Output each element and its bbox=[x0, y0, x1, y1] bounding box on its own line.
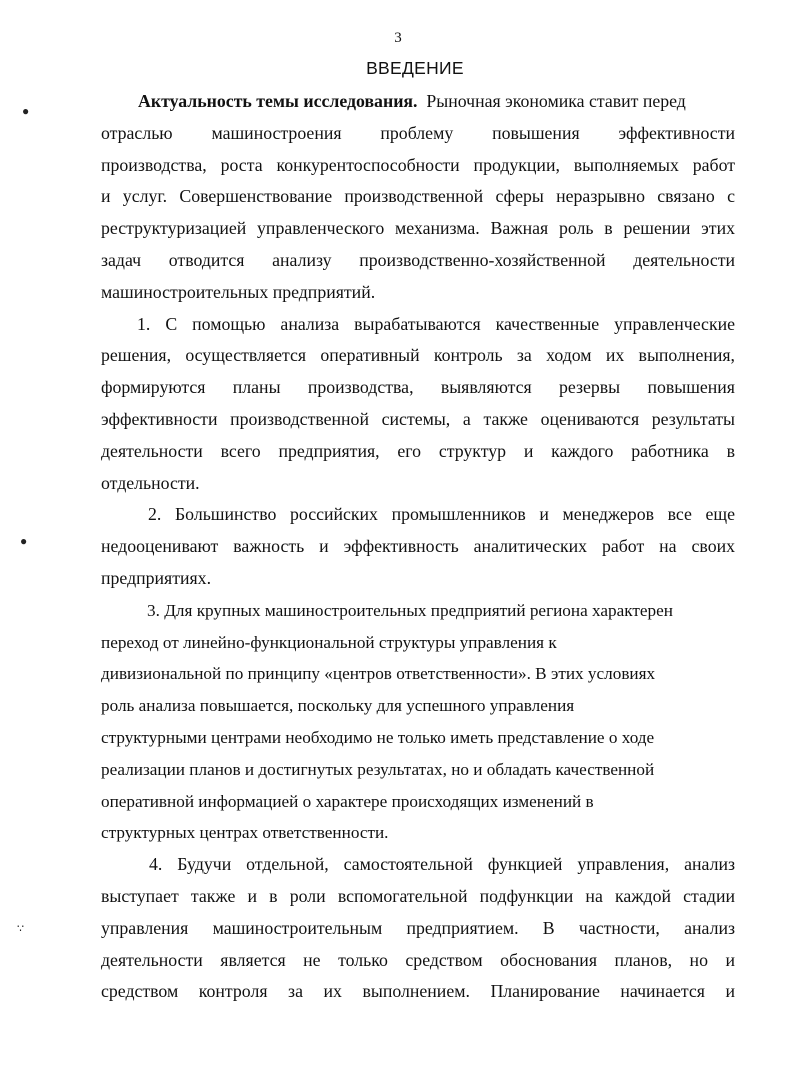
text-line: структурными центрами необходимо не только иметь представление о ходе bbox=[101, 727, 655, 747]
text-line: реализации планов и достигнутых результатах, но и обладать качественной bbox=[101, 759, 655, 779]
paragraph-4 bbox=[101, 849, 735, 1008]
text-line: решения, осуществляется оперативный контроль за ходом их выполнения, bbox=[101, 345, 735, 366]
text-line: 2. Большинство российских промышленников и менеджеров все еще bbox=[148, 504, 735, 525]
paragraph-intro bbox=[101, 86, 735, 309]
text-line: деятельности всего предприятия, его структур и каждого работника в bbox=[101, 440, 735, 461]
text-line: отдельности. bbox=[101, 472, 200, 493]
text-line: 3. Для крупных машиностроительных предприятий региона характерен bbox=[147, 600, 673, 620]
body-text bbox=[101, 86, 735, 1008]
text-line: 4. Будучи отдельной, самостоятельной функцией управления, анализ bbox=[149, 854, 735, 875]
lead-phrase: Актуальность темы исследования. bbox=[138, 91, 418, 111]
text-line: недооценивают важность и эффективность аналитических работ на своих bbox=[101, 536, 735, 557]
paragraph-2 bbox=[101, 499, 735, 594]
text-line: и услуг. Совершенствование производственной сферы неразрывно связано с bbox=[101, 186, 735, 207]
text-line: деятельности является не только средством обоснования планов, но и bbox=[101, 949, 735, 970]
text-line: дивизиональной по принципу «центров ответственности». В этих условиях bbox=[101, 664, 656, 684]
text-line: управления машиностроительным предприятием. В частности, анализ bbox=[101, 917, 735, 938]
text-line: структурных центрах ответственности. bbox=[101, 823, 389, 843]
text-line: переход от линейно-функциональной структуры управления к bbox=[101, 632, 557, 652]
text-line bbox=[101, 86, 735, 118]
text-line: формируются планы производства, выявляются резервы повышения bbox=[101, 377, 735, 398]
scan-mark-bottom: ∵ bbox=[17, 923, 24, 935]
text-line: производства, роста конкурентоспособности продукции, выполняемых работ bbox=[101, 154, 735, 175]
scan-mark-middle: ● bbox=[20, 534, 28, 548]
text-line: выступает также и в роли вспомогательной подфункции на каждой стадии bbox=[101, 885, 735, 906]
text-line: средством контроля за их выполнением. Планирование начинается и bbox=[101, 981, 735, 1002]
text-line: машиностроительных предприятий. bbox=[101, 281, 376, 302]
text-line: задач отводится анализу производственно-хозяйственной деятельности bbox=[101, 249, 735, 270]
text-line: роль анализа повышается, поскольку для успешного управления bbox=[101, 696, 575, 716]
text-line: предприятиях. bbox=[101, 567, 212, 588]
text-line: оперативной информацией о характере происходящих изменений в bbox=[101, 791, 594, 811]
section-title: ВВЕДЕНИЕ bbox=[366, 58, 464, 78]
page-number: 3 bbox=[394, 30, 402, 46]
text-line: эффективности производственной системы, а также оцениваются результаты bbox=[101, 408, 735, 429]
paragraph-1 bbox=[101, 309, 735, 500]
scan-mark-top: ● bbox=[22, 104, 30, 118]
text-line: реструктуризацией управленческого механизма. Важная роль в решении этих bbox=[101, 218, 735, 239]
text-line: отраслью машиностроения проблему повышения эффективности bbox=[101, 122, 735, 143]
text-line: 1. С помощью анализа вырабатываются качественные управленческие bbox=[137, 313, 735, 334]
lead-continuation: Рыночная экономика ставит перед bbox=[417, 91, 686, 111]
paragraph-3 bbox=[101, 595, 735, 849]
